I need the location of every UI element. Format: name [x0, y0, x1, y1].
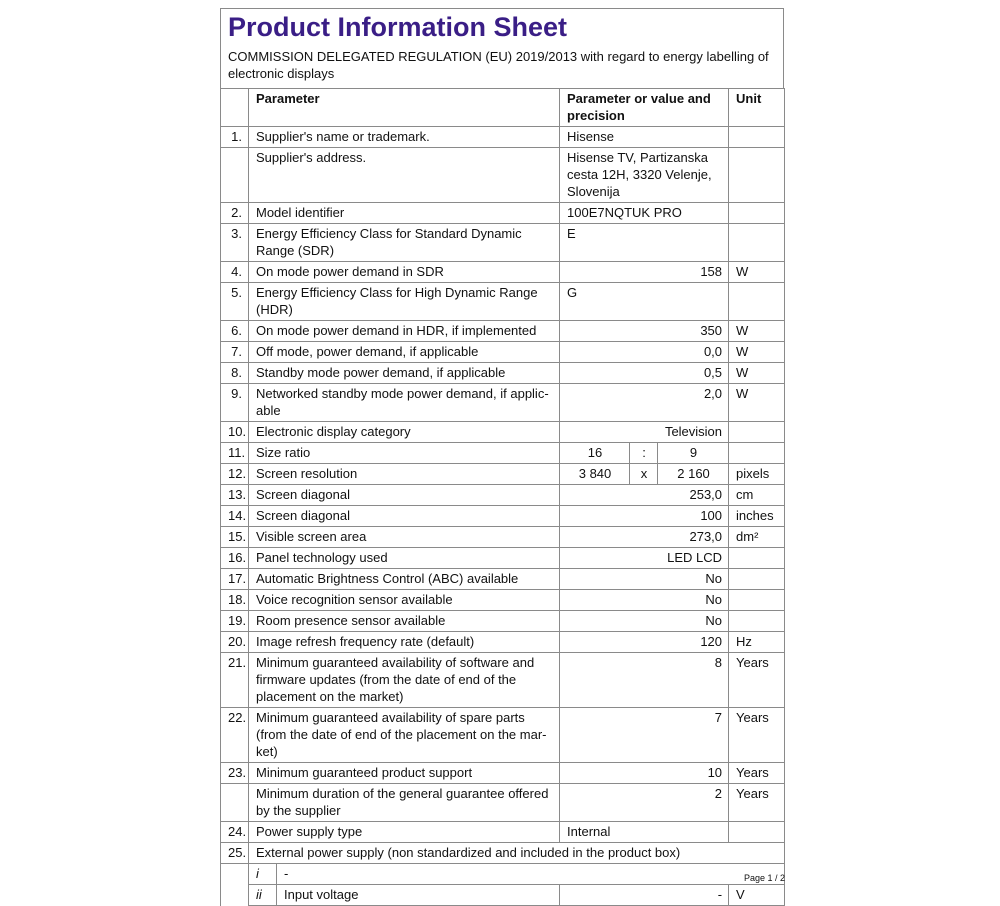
row-value: 100	[560, 506, 729, 527]
column-header-parameter: Parameter	[249, 89, 560, 127]
row-parameter: Size ratio	[249, 443, 560, 464]
row-number: 18.	[221, 590, 249, 611]
ratio-separator: :	[630, 443, 658, 464]
row-parameter: Energy Efficiency Class for Standard Dynamic Range (SDR)	[249, 224, 560, 262]
column-header-value: Parameter or value and precision	[560, 89, 729, 127]
sub-row-marker: i	[249, 864, 277, 885]
row-number: 20.	[221, 632, 249, 653]
row-number: 10.	[221, 422, 249, 443]
row-parameter: Screen resolution	[249, 464, 560, 485]
row-number: 7.	[221, 342, 249, 363]
row-parameter: Room presence sensor available	[249, 611, 560, 632]
row-number: 6.	[221, 321, 249, 342]
row-number: 24.	[221, 822, 249, 843]
table-row	[221, 885, 785, 906]
row-value: 158	[560, 262, 729, 283]
table-row	[221, 148, 785, 203]
row-value: E	[560, 224, 729, 262]
row-number: 22.	[221, 708, 249, 763]
row-parameter: Screen diagonal	[249, 506, 560, 527]
table-row	[221, 569, 785, 590]
row-parameter: Minimum guaranteed availability of spare parts (from the date of end of the placement on the mar-ket)	[249, 708, 560, 763]
row-parameter: Visible screen area	[249, 527, 560, 548]
row-value: No	[560, 611, 729, 632]
row-number: 4.	[221, 262, 249, 283]
row-parameter: Energy Efficiency Class for High Dynamic Range (HDR)	[249, 283, 560, 321]
row-value: 2,0	[560, 384, 729, 422]
row-parameter: -	[277, 864, 785, 885]
table-row	[221, 548, 785, 569]
row-number: 1.	[221, 127, 249, 148]
page-number: Page 1 / 2	[743, 873, 785, 883]
ratio-width: 16	[560, 443, 630, 464]
table-row	[221, 262, 785, 283]
row-parameter: Standby mode power demand, if applicable	[249, 363, 560, 384]
row-parameter: Input voltage	[277, 885, 560, 906]
row-value: LED LCD	[560, 548, 729, 569]
table-row	[221, 485, 785, 506]
row-number: 15.	[221, 527, 249, 548]
row-unit: W	[729, 363, 785, 384]
table-row	[221, 127, 785, 148]
table-row	[221, 224, 785, 262]
row-value: -	[560, 885, 729, 906]
table-row	[221, 763, 785, 784]
row-parameter: Minimum duration of the general guarantee offered by the supplier	[249, 784, 560, 822]
row-parameter: On mode power demand in SDR	[249, 262, 560, 283]
row-value: Television	[560, 422, 729, 443]
row-number: 17.	[221, 569, 249, 590]
row-parameter: Panel technology used	[249, 548, 560, 569]
row-unit: W	[729, 384, 785, 422]
row-parameter: Model identifier	[249, 203, 560, 224]
regulation-text: COMMISSION DELEGATED REGULATION (EU) 2019/2013 with regard to energy labelling of electronic displays	[228, 49, 769, 81]
row-value: 253,0	[560, 485, 729, 506]
table-row	[221, 384, 785, 422]
row-value: 100E7NQTUK PRO	[560, 203, 729, 224]
row-value: 8	[560, 653, 729, 708]
row-value: Internal	[560, 822, 729, 843]
row-value: 120	[560, 632, 729, 653]
row-parameter: External power supply (non standardized and included in the product box)	[249, 843, 785, 864]
sheet-title: Product Information Sheet	[228, 12, 568, 42]
row-value: G	[560, 283, 729, 321]
table-row	[221, 464, 785, 485]
table-header-row	[221, 89, 785, 127]
row-value: 0,5	[560, 363, 729, 384]
row-number: 21.	[221, 653, 249, 708]
table-row	[221, 843, 785, 864]
parameter-table	[220, 88, 785, 906]
table-row	[221, 590, 785, 611]
row-number: 19.	[221, 611, 249, 632]
row-parameter: Supplier's address.	[249, 148, 560, 203]
row-unit: Years	[729, 708, 785, 763]
row-parameter: Screen diagonal	[249, 485, 560, 506]
row-number: 13.	[221, 485, 249, 506]
row-unit: Years	[729, 653, 785, 708]
row-number: 2.	[221, 203, 249, 224]
row-parameter: Minimum guaranteed availability of software and firmware updates (from the date of end of the placement on the market)	[249, 653, 560, 708]
table-row	[221, 611, 785, 632]
row-parameter: On mode power demand in HDR, if implemented	[249, 321, 560, 342]
row-parameter: Power supply type	[249, 822, 560, 843]
row-unit	[729, 127, 785, 148]
row-parameter: Electronic display category	[249, 422, 560, 443]
table-row	[221, 203, 785, 224]
row-unit: W	[729, 262, 785, 283]
row-value: No	[560, 569, 729, 590]
table-row	[221, 283, 785, 321]
table-row	[221, 822, 785, 843]
ratio-height: 9	[658, 443, 729, 464]
row-unit: pixels	[729, 464, 785, 485]
sheet-header	[220, 8, 784, 88]
row-number: 9.	[221, 384, 249, 422]
column-header-unit: Unit	[729, 89, 785, 127]
row-value: 10	[560, 763, 729, 784]
table-row	[221, 653, 785, 708]
resolution-separator: x	[630, 464, 658, 485]
row-unit: dm²	[729, 527, 785, 548]
row-parameter: Image refresh frequency rate (default)	[249, 632, 560, 653]
row-unit: W	[729, 321, 785, 342]
row-parameter: Off mode, power demand, if applicable	[249, 342, 560, 363]
row-number: 14.	[221, 506, 249, 527]
row-unit: Years	[729, 763, 785, 784]
row-number: 12.	[221, 464, 249, 485]
resolution-width: 3 840	[560, 464, 630, 485]
sub-row-marker: ii	[249, 885, 277, 906]
row-number: 25.	[221, 843, 249, 864]
table-row	[221, 321, 785, 342]
row-value: No	[560, 590, 729, 611]
row-value: Hisense	[560, 127, 729, 148]
row-number: 8.	[221, 363, 249, 384]
row-value: 2	[560, 784, 729, 822]
resolution-height: 2 160	[658, 464, 729, 485]
row-number: 5.	[221, 283, 249, 321]
row-number: 11.	[221, 443, 249, 464]
row-parameter: Minimum guaranteed product support	[249, 763, 560, 784]
row-parameter: Supplier's name or trademark.	[249, 127, 560, 148]
table-row	[221, 342, 785, 363]
row-unit: V	[729, 885, 785, 906]
row-parameter: Networked standby mode power demand, if applic-able	[249, 384, 560, 422]
row-number: 23.	[221, 763, 249, 784]
row-unit: inches	[729, 506, 785, 527]
table-row	[221, 632, 785, 653]
row-value: 273,0	[560, 527, 729, 548]
row-value: 350	[560, 321, 729, 342]
row-value: Hisense TV, Partizanska cesta 12H, 3320 Velenje, Slovenija	[560, 148, 729, 203]
row-value: 7	[560, 708, 729, 763]
table-row	[221, 864, 785, 885]
row-unit: Hz	[729, 632, 785, 653]
row-number: 3.	[221, 224, 249, 262]
row-unit: Years	[729, 784, 785, 822]
table-row	[221, 527, 785, 548]
row-number: 16.	[221, 548, 249, 569]
table-row	[221, 784, 785, 822]
row-unit: cm	[729, 485, 785, 506]
table-row	[221, 506, 785, 527]
table-row	[221, 443, 785, 464]
table-row	[221, 422, 785, 443]
product-information-sheet	[220, 8, 784, 906]
row-parameter: Automatic Brightness Control (ABC) available	[249, 569, 560, 590]
row-parameter: Voice recognition sensor available	[249, 590, 560, 611]
table-row	[221, 708, 785, 763]
row-value: 0,0	[560, 342, 729, 363]
table-row	[221, 363, 785, 384]
row-unit: W	[729, 342, 785, 363]
